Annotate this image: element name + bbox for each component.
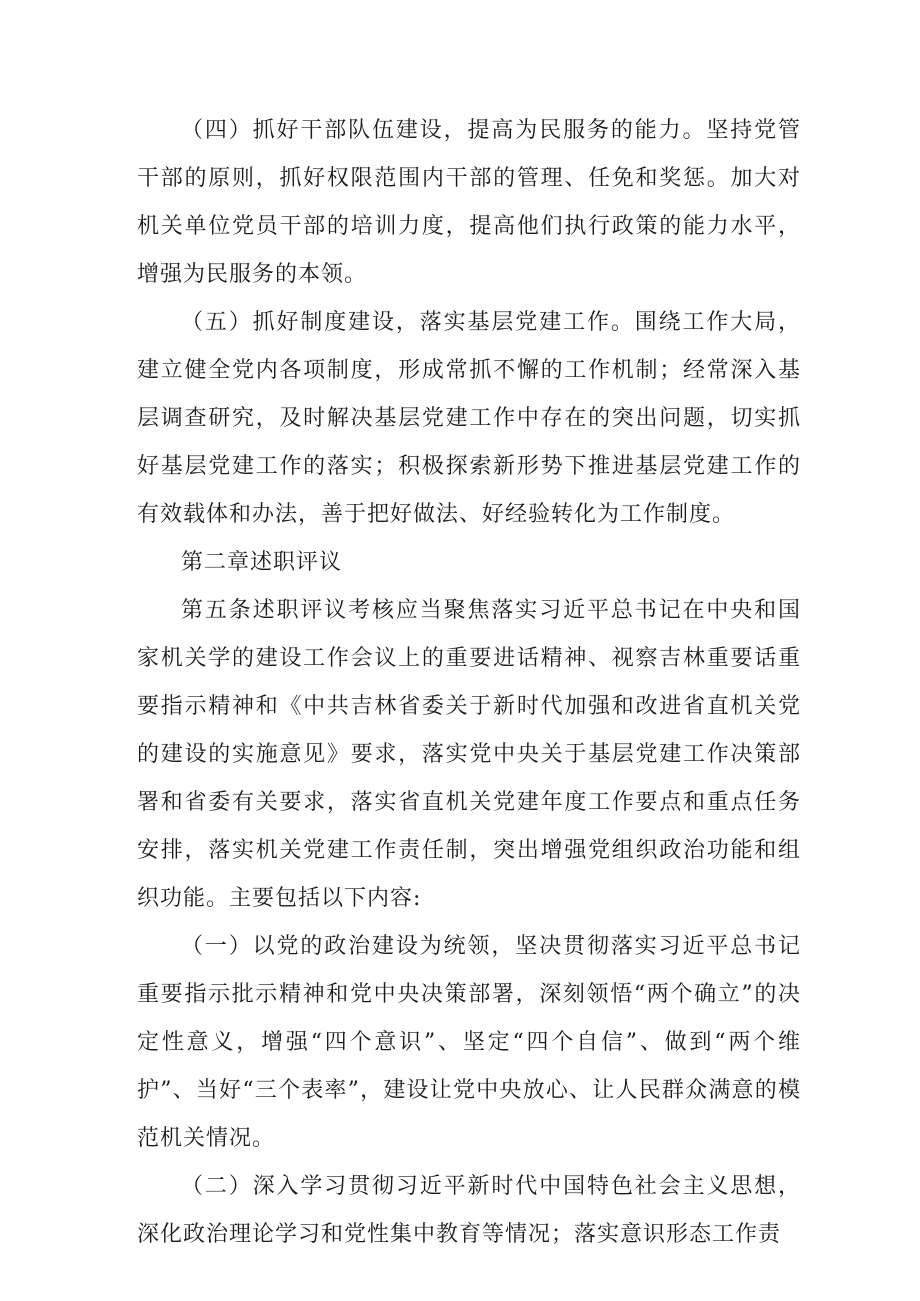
paragraph-article-five: 第五条述职评议考核应当聚焦落实习近平总书记在中央和国家机关学的建设工作会议上的重要进话精神、视察吉林重要话重要指示精神和《中共吉林省委关于新时代加强和改进省直机关党的建设的实施意见》要求，落实党中央关于基层党建工作决策部署和省委有关要求，落实省直机关党建年度工作要点和重点任务安排，落实机关党建工作责任制，突出增强党组织政治功能和组织功能。主要包括以下内容: [137,598,801,911]
paragraph-item-two: （二）深入学习贯彻习近平新时代中国特色社会主义思想，深化政治理论学习和党性集中教育等情况；落实意识形态工作责 [137,1174,801,1247]
paragraph-system-building: （五）抓好制度建设，落实基层党建工作。围绕工作大局，建立健全党内各项制度，形成常抓不懈的工作机制；经常深入基层调查研究，及时解决基层党建工作中存在的突出问题，切实抓好基层党建工作的落实；积极探索新形势下推进基层党建工作的有效载体和办法，善于把好做法、好经验转化为工作制度。 [137,310,801,527]
chapter-heading: 第二章述职评议 [181,550,343,575]
paragraph-item-one: （一）以党的政治建设为统领，坚决贯彻落实习近平总书记重要指示批示精神和党中央决策部署，深刻领悟“两个确立”的决定性意义，增强“四个意识”、坚定“四个自信”、做到“两个维护”、当好“三个表率”，建设让党中央放心、让人民群众满意的模范机关情况。 [137,934,801,1151]
document-body [137,107,801,1259]
paragraph-cadre-team: （四）抓好干部队伍建设，提高为民服务的能力。坚持党管干部的原则，抓好权限范围内干部的管理、任免和奖惩。加大对机关单位党员干部的培训力度，提高他们执行政策的能力水平，增强为民服务的本领。 [137,118,801,287]
